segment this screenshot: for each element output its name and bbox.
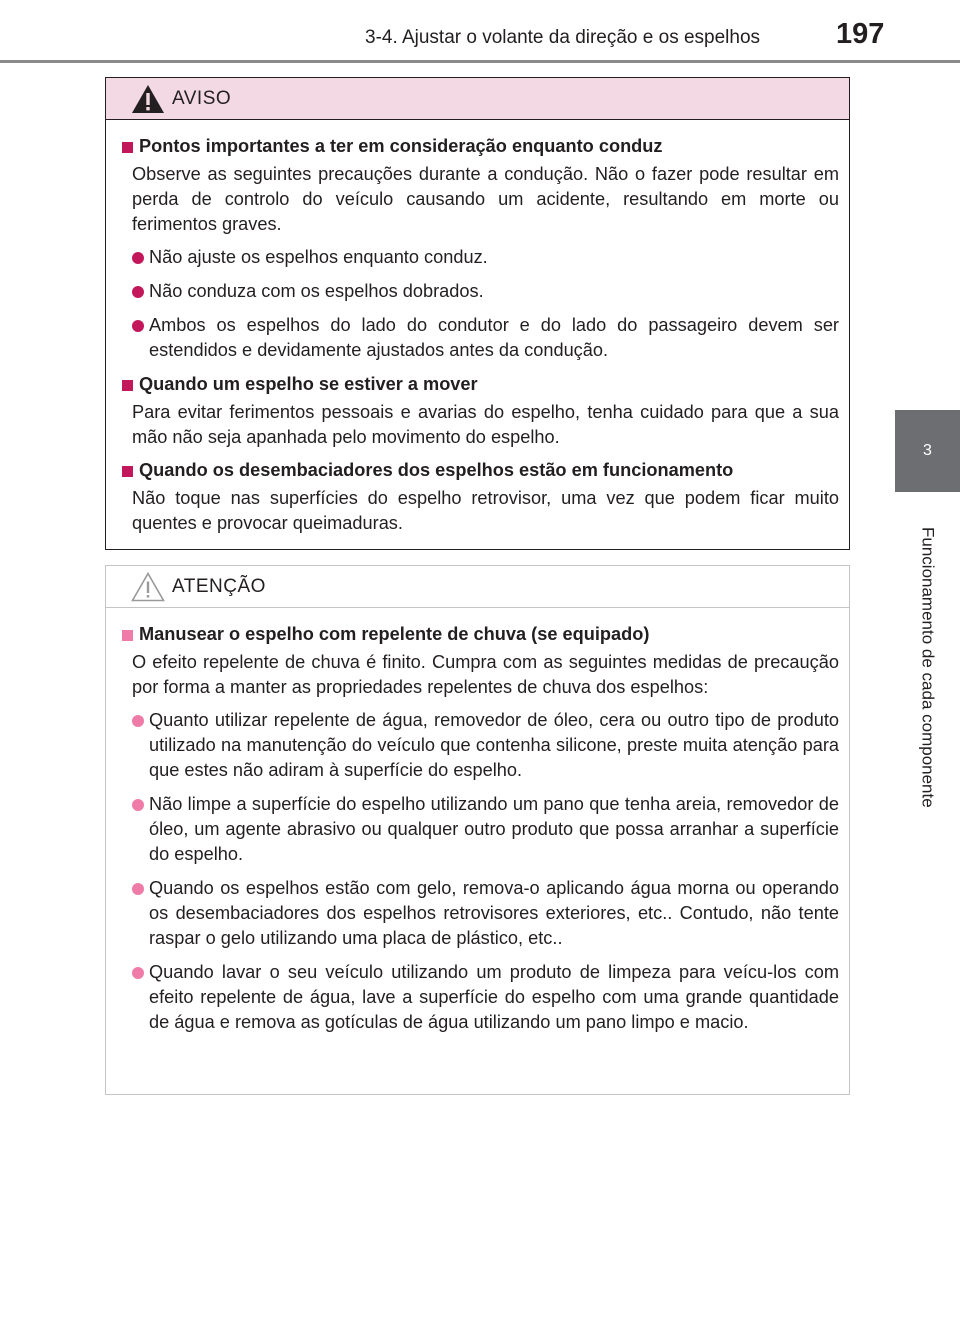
warning-section — [122, 134, 839, 363]
round-bullet-icon — [132, 967, 144, 979]
warning-section — [122, 372, 839, 450]
list-item-text: Quanto utilizar repelente de água, removedor de óleo, cera ou outro tipo de produto utilizado na manutenção do veículo que contenha silicone, preste muita atenção para que estes não adiram à superfície do espelho. — [149, 710, 839, 780]
list-item — [122, 313, 839, 363]
list-item — [122, 245, 839, 270]
header-section-title: 3-4. Ajustar o volante da direção e os espelhos — [365, 27, 761, 48]
round-bullet-icon — [132, 883, 144, 895]
section-heading — [122, 372, 839, 397]
list-item-text: Não limpe a superfície do espelho utilizando um pano que tenha areia, removedor de óleo, um agente abrasivo ou qualquer outro produto que possa arranhar a superfície do espelho. — [149, 794, 839, 864]
warning-box-title: AVISO — [172, 87, 232, 109]
caution-box-header — [106, 566, 849, 608]
warning-box-header — [106, 78, 849, 120]
caution-box-body — [106, 608, 849, 1035]
caution-section — [122, 622, 839, 1035]
list-item-text: Ambos os espelhos do lado do condutor e do lado do passageiro devem ser estendidos e devidamente ajustados antes da condução. — [149, 315, 839, 360]
section-heading-text: Quando um espelho se estiver a mover — [139, 374, 478, 394]
round-bullet-icon — [132, 715, 144, 727]
square-bullet-icon — [122, 142, 133, 153]
section-paragraph: O efeito repelente de chuva é finito. Cumpra com as seguintes medidas de precaução por forma a manter as propriedades repelentes de chuva dos espelhos: — [132, 652, 839, 697]
section-paragraph: Para evitar ferimentos pessoais e avarias do espelho, tenha cuidado para que a sua mão não seja apanhada pelo movimento do espelho. — [132, 402, 839, 447]
warning-triangle-icon — [130, 83, 166, 115]
list-item — [122, 960, 839, 1035]
section-heading — [122, 134, 839, 159]
caution-box-title: ATENÇÃO — [172, 575, 266, 597]
caution-box — [105, 565, 850, 1095]
warning-box — [105, 77, 850, 550]
list-item-text: Quando lavar o seu veículo utilizando um produto de limpeza para veícu-los com efeito repelente de água, lave a superfície do espelho com uma grande quantidade de água e remova as gotículas de água utilizando um pano limpo e macio. — [149, 962, 839, 1032]
round-bullet-icon — [132, 286, 144, 298]
section-heading-text: Quando os desembaciadores dos espelhos estão em funcionamento — [139, 460, 734, 480]
square-bullet-icon — [122, 466, 133, 477]
list-item-text: Quando os espelhos estão com gelo, remova-o aplicando água morna ou operando os desembaciadores dos espelhos retrovisores exteriores, etc.. Contudo, não tente raspar o gelo utilizando uma placa de plástico, etc.. — [149, 878, 839, 948]
round-bullet-icon — [132, 252, 144, 264]
header-divider — [0, 60, 960, 63]
side-tab-chapter-number: 3 — [895, 410, 960, 492]
square-bullet-icon — [122, 630, 133, 641]
warning-box-body — [106, 120, 849, 536]
section-paragraph: Observe as seguintes precauções durante a condução. Não o fazer pode resultar em perda de controlo do veículo causando um acidente, resultando em morte ou ferimentos graves. — [132, 164, 839, 234]
section-heading — [122, 458, 839, 483]
list-item — [122, 876, 839, 951]
list-item — [122, 279, 839, 304]
list-item — [122, 708, 839, 783]
caution-triangle-icon — [130, 571, 166, 603]
warning-section — [122, 458, 839, 536]
list-item-text: Não ajuste os espelhos enquanto conduz. — [149, 247, 488, 267]
section-heading — [122, 622, 839, 647]
side-tab — [895, 492, 960, 842]
section-heading-text: Pontos importantes a ter em consideração enquanto conduz — [139, 136, 663, 156]
round-bullet-icon — [132, 799, 144, 811]
side-tab-label: Funcionamento de cada componente — [918, 526, 938, 808]
list-item-text: Não conduza com os espelhos dobrados. — [149, 281, 484, 301]
list-item — [122, 792, 839, 867]
section-heading-text: Manusear o espelho com repelente de chuva (se equipado) — [139, 624, 650, 644]
round-bullet-icon — [132, 320, 144, 332]
section-paragraph: Não toque nas superfícies do espelho retrovisor, uma vez que podem ficar muito quentes e provocar queimaduras. — [132, 488, 839, 533]
square-bullet-icon — [122, 380, 133, 391]
page-number: 197 — [836, 18, 885, 50]
